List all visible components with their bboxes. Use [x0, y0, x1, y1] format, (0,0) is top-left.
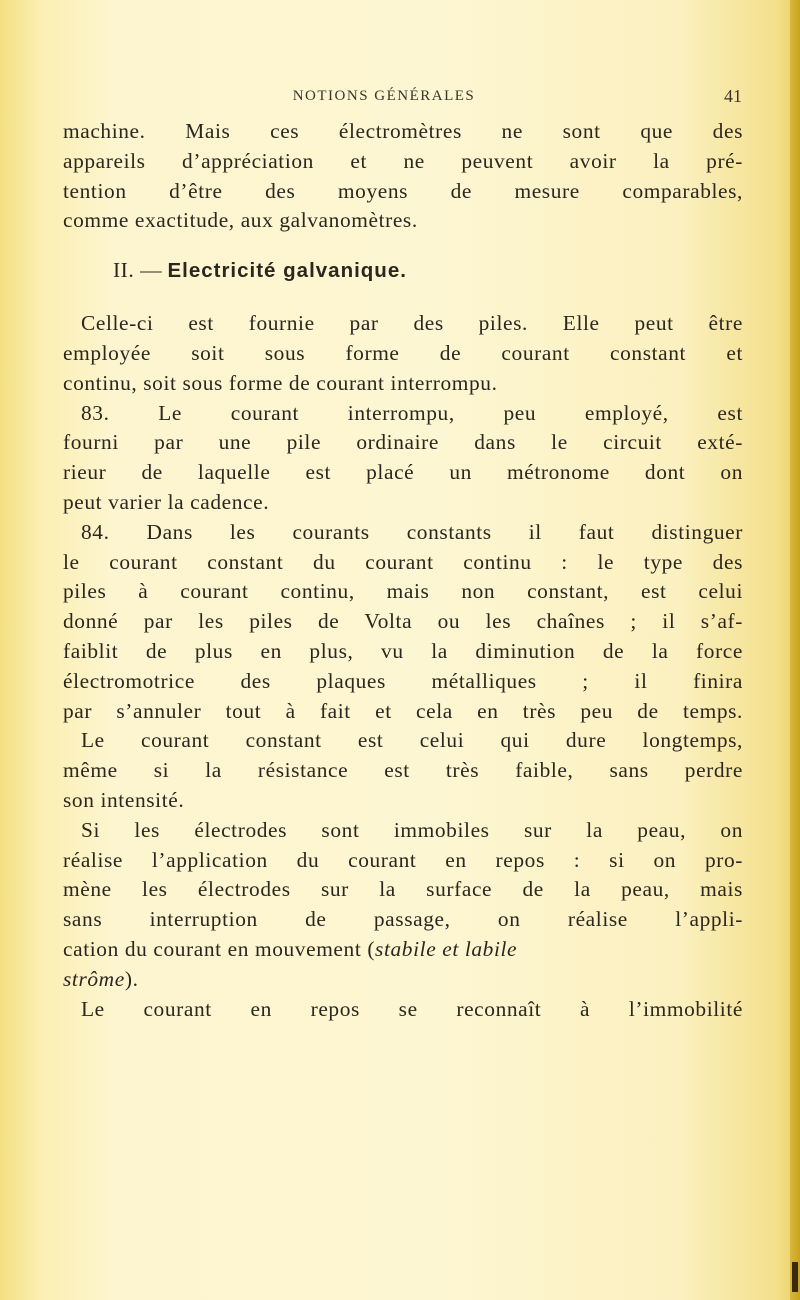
- text-line: le courant constant du courant continu : le type des: [63, 549, 743, 574]
- section-title: Electricité galvanique.: [167, 259, 407, 283]
- text-line: Celle-ci est fournie par des piles. Elle peut être: [81, 311, 743, 336]
- text-line: appareils d’appréciation et ne peuvent avoir la pré-: [63, 148, 743, 173]
- page-number: 41: [724, 86, 742, 106]
- text-line: rieur de laquelle est placé un métronome dont on: [63, 460, 743, 485]
- running-head: [60, 88, 740, 110]
- italic-term: stabile et labile: [375, 936, 518, 961]
- section-heading: [63, 241, 743, 299]
- body-text: [63, 117, 743, 1024]
- text-line: piles à courant continu, mais non constant, est celui: [63, 579, 743, 604]
- text-line: son intensité.: [63, 787, 185, 812]
- running-title: NOTIONS GÉNÉRALES: [292, 88, 476, 104]
- text-line: fourni par une pile ordinaire dans le circuit exté-: [63, 430, 743, 455]
- text-segment: cation du courant en mouvement (: [63, 936, 376, 961]
- text-line: continu, soit sous forme de courant interrompu.: [63, 370, 498, 395]
- text-line: mène les électrodes sur la surface de la peau, mais: [63, 877, 743, 902]
- text-line: Le courant en repos se reconnaît à l’immobilité: [81, 996, 743, 1021]
- text-line: sans interruption de passage, on réalise l’appli-: [63, 907, 743, 932]
- text-line: électromotrice des plaques métalliques ; il finira: [63, 668, 743, 693]
- page-edge-mark: [792, 1262, 798, 1292]
- text-line: [63, 935, 743, 965]
- page-edge: [790, 0, 800, 1300]
- text-line: employée soit sous forme de courant constant et: [63, 340, 743, 365]
- section-number: II. —: [113, 258, 163, 283]
- text-line: machine. Mais ces électromètres ne sont que des: [63, 119, 743, 143]
- text-line: faiblit de plus en plus, vu la diminution de la force: [63, 638, 743, 663]
- text-line: Le courant constant est celui qui dure longtemps,: [81, 728, 743, 753]
- text-line: même si la résistance est très faible, sans perdre: [63, 758, 743, 783]
- text-line: 83. Le courant interrompu, peu employé, est: [81, 400, 743, 425]
- text-segment: ).: [124, 966, 139, 991]
- text-line: réalise l’application du courant en repos : si on pro-: [63, 847, 743, 872]
- text-line: Si les électrodes sont immobiles sur la peau, on: [81, 817, 743, 842]
- text-line: tention d’être des moyens de mesure comparables,: [63, 178, 743, 203]
- text-line: 84. Dans les courants constants il faut distinguer: [81, 519, 743, 544]
- text-line: par s’annuler tout à fait et cela en très peu de temps.: [63, 698, 743, 723]
- text-line: comme exactitude, aux galvanomètres.: [63, 208, 418, 233]
- text-line: donné par les piles de Volta ou les chaînes ; il s’af-: [63, 609, 743, 634]
- italic-term: strôme: [63, 966, 125, 991]
- text-line: peut varier la cadence.: [63, 489, 270, 514]
- text-line: [63, 965, 743, 995]
